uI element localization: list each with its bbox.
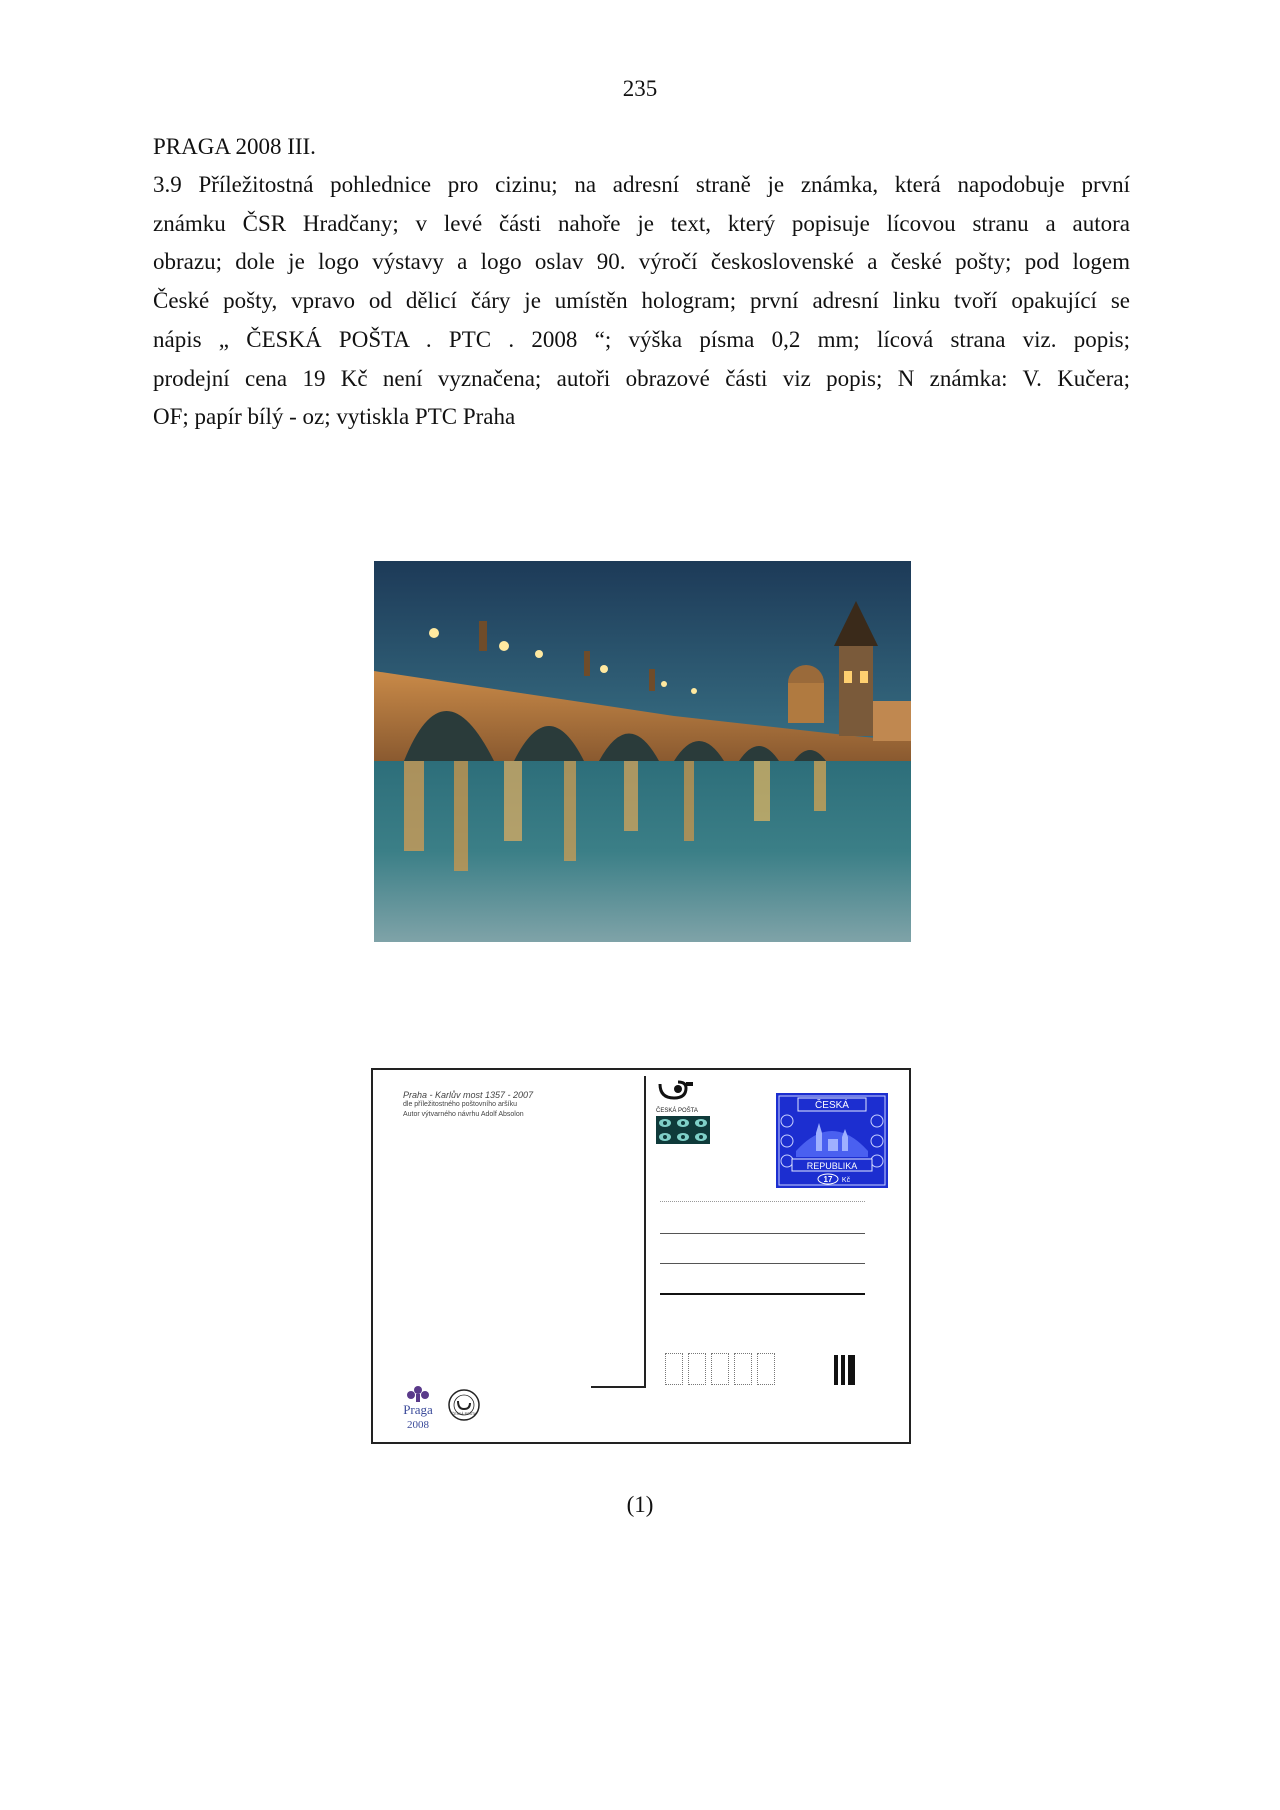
figure-label: (1) — [626, 1492, 654, 1517]
postal-barcode — [834, 1355, 862, 1385]
body-line: OF; papír bílý - oz; vytiskla PTC Praha — [153, 404, 516, 430]
body-line: obrazu; dole je logo výstavy a logo oslav 90. výročí československé a české pošty; pod logem — [153, 249, 1130, 275]
charles-bridge-night-painting-icon — [374, 561, 911, 942]
body-line: 3.9 Příležitostná pohlednice pro cizinu; na adresní straně je známka, která napodobuje první — [153, 172, 1130, 197]
body-line: nápis „ ČESKÁ POŠTA . PTC . 2008 “; výška písma 0,2 mm; lícová strana viz. popis; — [153, 326, 1130, 352]
divider-line — [644, 1076, 646, 1388]
address-line — [660, 1263, 865, 1264]
zip-code-box — [734, 1353, 752, 1385]
anniversary-seal-icon — [447, 1388, 481, 1422]
stamp-top-text: ČESKÁ — [815, 1100, 849, 1111]
body-line: prodejní cena 19 Kč není vyznačena; autoři obrazové části viz popis; N známka: V. Kučera; — [153, 365, 1130, 391]
praga-logo-text: Praga — [403, 1402, 433, 1417]
praga-2008-logo-icon — [397, 1384, 439, 1436]
address-line — [660, 1233, 865, 1234]
zip-code-box — [757, 1353, 775, 1385]
anniversary-logo — [447, 1388, 481, 1422]
body-paragraph — [153, 166, 1130, 437]
body-line: České pošty, vpravo od dělicí čáry je umístěn hologram; první adresní linku tvoří opakující se — [153, 288, 1130, 314]
ceska-posta-logo — [656, 1078, 716, 1114]
post-horn-icon — [656, 1078, 696, 1102]
postcard-address-side — [371, 1068, 911, 1444]
zip-code-box — [688, 1353, 706, 1385]
caption-line: Autor výtvarného návrhu Adolf Absolon — [403, 1111, 524, 1118]
charles-bridge-painting — [374, 561, 911, 942]
address-line — [660, 1293, 865, 1295]
praga-logo-year: 2008 — [407, 1419, 429, 1431]
hradcany-stamp-icon — [776, 1093, 888, 1188]
page-number: 235 — [622, 76, 658, 101]
divider-line — [591, 1386, 646, 1388]
zip-code-box — [711, 1353, 729, 1385]
anniversary-logo-text: ČESKÁ POŠTA — [451, 1412, 477, 1416]
body-line: známku ČSR Hradčany; v levé části nahoře je text, který popisuje lícovou stranu a autora — [153, 210, 1130, 236]
section-heading: PRAGA 2008 III. — [153, 134, 316, 159]
praga-2008-logo — [397, 1384, 439, 1436]
caption-line: dle příležitostného poštovního aršíku — [403, 1101, 518, 1108]
barcode-icon — [834, 1355, 862, 1385]
stamp-bottom-text: REPUBLIKA — [806, 1161, 858, 1171]
stamp-value: 17 — [823, 1175, 833, 1184]
postage-stamp — [776, 1093, 888, 1188]
caption-title: Praha - Karlův most 1357 - 2007 — [403, 1090, 534, 1100]
post-logo-label: ČESKÁ POŠTA — [656, 1108, 698, 1114]
stamp-currency: Kč — [841, 1177, 851, 1184]
postcard-caption — [403, 1090, 533, 1120]
hologram-icon — [656, 1116, 710, 1144]
hologram — [656, 1116, 710, 1144]
zip-code-box — [665, 1353, 683, 1385]
address-line-microtext — [660, 1201, 865, 1202]
